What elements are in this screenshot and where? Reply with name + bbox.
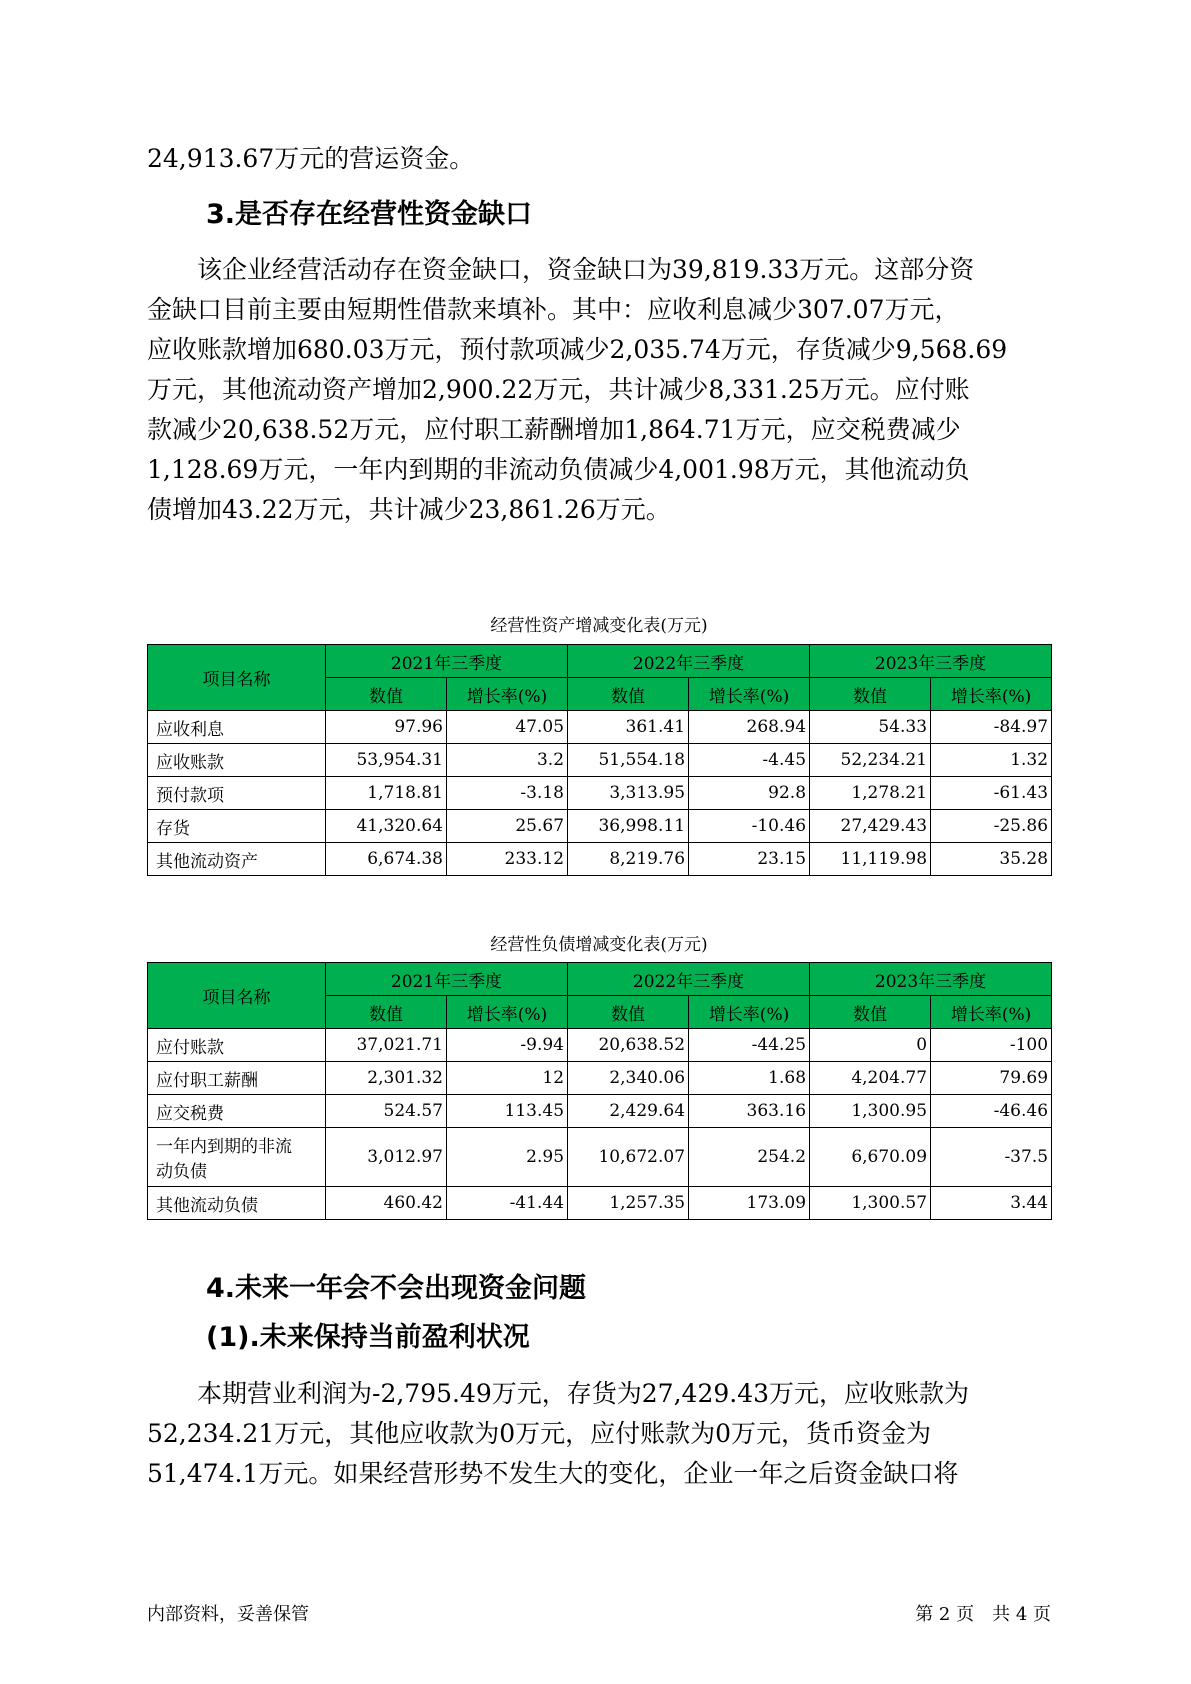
table-cell: 3,313.95 bbox=[568, 777, 689, 810]
table-cell: -84.97 bbox=[931, 711, 1052, 744]
value-subheader: 数值 bbox=[810, 996, 931, 1029]
table-cell: 2.95 bbox=[447, 1128, 568, 1187]
table-cell: 1.32 bbox=[931, 744, 1052, 777]
table-row bbox=[148, 1187, 1052, 1220]
table-cell: 1,300.95 bbox=[810, 1095, 931, 1128]
table-cell: 2,301.32 bbox=[326, 1062, 447, 1095]
row-name: 应交税费 bbox=[148, 1095, 326, 1128]
table-cell: -46.46 bbox=[931, 1095, 1052, 1128]
paragraph-line: 1,128.69万元，一年内到期的非流动负债减少4,001.98万元，其他流动负 bbox=[147, 455, 970, 484]
growth-subheader: 增长率(%) bbox=[447, 996, 568, 1029]
table-cell: 2,340.06 bbox=[568, 1062, 689, 1095]
table-cell: -10.46 bbox=[689, 810, 810, 843]
row-name: 应付账款 bbox=[148, 1029, 326, 1062]
table-row bbox=[148, 1128, 1052, 1187]
table-cell: 233.12 bbox=[447, 843, 568, 876]
value-subheader: 数值 bbox=[326, 996, 447, 1029]
row-name: 其他流动负债 bbox=[148, 1187, 326, 1220]
year-header: 2022年三季度 bbox=[568, 645, 810, 678]
table-cell: 1,718.81 bbox=[326, 777, 447, 810]
table-cell: 54.33 bbox=[810, 711, 931, 744]
paragraph-line: 应收账款增加680.03万元，预付款项减少2,035.74万元，存货减少9,568.69 bbox=[147, 335, 1008, 364]
table-cell: 97.96 bbox=[326, 711, 447, 744]
section-heading-4: 4.未来一年会不会出现资金问题 bbox=[206, 1273, 587, 1304]
table-cell: 268.94 bbox=[689, 711, 810, 744]
table-cell: 10,672.07 bbox=[568, 1128, 689, 1187]
table-cell: 53,954.31 bbox=[326, 744, 447, 777]
footer-confidential-note: 内部资料，妥善保管 bbox=[147, 1604, 309, 1625]
year-header: 2023年三季度 bbox=[810, 963, 1052, 996]
table-row bbox=[148, 1095, 1052, 1128]
table-cell: 460.42 bbox=[326, 1187, 447, 1220]
subsection-heading-4-1: (1).未来保持当前盈利状况 bbox=[206, 1322, 530, 1353]
growth-subheader: 增长率(%) bbox=[689, 996, 810, 1029]
table-row bbox=[148, 744, 1052, 777]
table-cell: 47.05 bbox=[447, 711, 568, 744]
assets-table-caption: 经营性资产增减变化表(万元) bbox=[490, 616, 708, 636]
paragraph-section-4 bbox=[147, 1374, 1047, 1494]
paragraph-section-3 bbox=[147, 250, 1047, 530]
table-cell: 8,219.76 bbox=[568, 843, 689, 876]
table-cell: 173.09 bbox=[689, 1187, 810, 1220]
growth-subheader: 增长率(%) bbox=[931, 678, 1052, 711]
table-cell: 1,257.35 bbox=[568, 1187, 689, 1220]
value-subheader: 数值 bbox=[810, 678, 931, 711]
table-cell: -100 bbox=[931, 1029, 1052, 1062]
section-heading-3: 3.是否存在经营性资金缺口 bbox=[206, 199, 533, 230]
table-cell: 1,300.57 bbox=[810, 1187, 931, 1220]
row-name bbox=[148, 1128, 326, 1187]
table-cell: 20,638.52 bbox=[568, 1029, 689, 1062]
item-name-header: 项目名称 bbox=[148, 645, 326, 711]
table-cell: 11,119.98 bbox=[810, 843, 931, 876]
year-header: 2021年三季度 bbox=[326, 645, 568, 678]
table-cell: 1.68 bbox=[689, 1062, 810, 1095]
table-cell: -41.44 bbox=[447, 1187, 568, 1220]
row-name-line: 一年内到期的非流 bbox=[156, 1137, 292, 1157]
table-cell: 92.8 bbox=[689, 777, 810, 810]
year-header: 2021年三季度 bbox=[326, 963, 568, 996]
table-cell: -61.43 bbox=[931, 777, 1052, 810]
table-row bbox=[148, 810, 1052, 843]
table-cell: -37.5 bbox=[931, 1128, 1052, 1187]
table-cell: 3,012.97 bbox=[326, 1128, 447, 1187]
table-cell: -4.45 bbox=[689, 744, 810, 777]
table-cell: -44.25 bbox=[689, 1029, 810, 1062]
table-cell: 23.15 bbox=[689, 843, 810, 876]
table-cell: 6,670.09 bbox=[810, 1128, 931, 1187]
table-cell: 2,429.64 bbox=[568, 1095, 689, 1128]
table-cell: 254.2 bbox=[689, 1128, 810, 1187]
table-cell: 1,278.21 bbox=[810, 777, 931, 810]
table-cell: 3.2 bbox=[447, 744, 568, 777]
liabilities-table-caption: 经营性负债增减变化表(万元) bbox=[490, 935, 708, 955]
value-subheader: 数值 bbox=[568, 678, 689, 711]
value-subheader: 数值 bbox=[568, 996, 689, 1029]
row-name: 应付职工薪酬 bbox=[148, 1062, 326, 1095]
growth-subheader: 增长率(%) bbox=[931, 996, 1052, 1029]
assets-change-table bbox=[147, 644, 1052, 876]
table-cell: 3.44 bbox=[931, 1187, 1052, 1220]
growth-subheader: 增长率(%) bbox=[689, 678, 810, 711]
table-cell: 113.45 bbox=[447, 1095, 568, 1128]
table-cell: 52,234.21 bbox=[810, 744, 931, 777]
table-row bbox=[148, 711, 1052, 744]
table-cell: 0 bbox=[810, 1029, 931, 1062]
paragraph-top: 24,913.67万元的营运资金。 bbox=[147, 144, 475, 173]
growth-subheader: 增长率(%) bbox=[447, 678, 568, 711]
table-cell: 27,429.43 bbox=[810, 810, 931, 843]
table-cell: 35.28 bbox=[931, 843, 1052, 876]
row-name: 应收利息 bbox=[148, 711, 326, 744]
table-cell: -9.94 bbox=[447, 1029, 568, 1062]
paragraph-line: 52,234.21万元，其他应收款为0万元，应付账款为0万元，货币资金为 bbox=[147, 1419, 932, 1448]
table-cell: 363.16 bbox=[689, 1095, 810, 1128]
year-header: 2023年三季度 bbox=[810, 645, 1052, 678]
table-cell: 36,998.11 bbox=[568, 810, 689, 843]
paragraph-line: 款减少20,638.52万元，应付职工薪酬增加1,864.71万元，应交税费减少 bbox=[147, 415, 961, 444]
paragraph-line: 金缺口目前主要由短期性借款来填补。其中：应收利息减少307.07万元， bbox=[147, 295, 960, 324]
table-cell: 79.69 bbox=[931, 1062, 1052, 1095]
table-row bbox=[148, 1029, 1052, 1062]
liabilities-change-table bbox=[147, 962, 1052, 1220]
table-cell: 51,554.18 bbox=[568, 744, 689, 777]
item-name-header: 项目名称 bbox=[148, 963, 326, 1029]
table-cell: 37,021.71 bbox=[326, 1029, 447, 1062]
table-cell: 12 bbox=[447, 1062, 568, 1095]
paragraph-line: 51,474.1万元。如果经营形势不发生大的变化，企业一年之后资金缺口将 bbox=[147, 1459, 959, 1488]
row-name-line: 动负债 bbox=[156, 1162, 207, 1182]
paragraph-line: 本期营业利润为-2,795.49万元，存货为27,429.43万元，应收账款为 bbox=[147, 1379, 970, 1408]
table-row bbox=[148, 777, 1052, 810]
table-cell: 6,674.38 bbox=[326, 843, 447, 876]
table-cell: 41,320.64 bbox=[326, 810, 447, 843]
row-name: 其他流动资产 bbox=[148, 843, 326, 876]
table-cell: -3.18 bbox=[447, 777, 568, 810]
year-header: 2022年三季度 bbox=[568, 963, 810, 996]
row-name: 应收账款 bbox=[148, 744, 326, 777]
value-subheader: 数值 bbox=[326, 678, 447, 711]
paragraph-line: 债增加43.22万元，共计减少23,861.26万元。 bbox=[147, 495, 671, 524]
row-name: 存货 bbox=[148, 810, 326, 843]
table-row bbox=[148, 843, 1052, 876]
table-cell: 524.57 bbox=[326, 1095, 447, 1128]
table-row bbox=[148, 1062, 1052, 1095]
footer-page-number: 第 2 页 共 4 页 bbox=[915, 1604, 1051, 1625]
table-cell: -25.86 bbox=[931, 810, 1052, 843]
paragraph-line: 该企业经营活动存在资金缺口，资金缺口为39,819.33万元。这部分资 bbox=[147, 255, 975, 284]
table-cell: 4,204.77 bbox=[810, 1062, 931, 1095]
paragraph-line: 万元，其他流动资产增加2,900.22万元，共计减少8,331.25万元。应付账 bbox=[147, 375, 970, 404]
row-name: 预付款项 bbox=[148, 777, 326, 810]
table-cell: 25.67 bbox=[447, 810, 568, 843]
table-cell: 361.41 bbox=[568, 711, 689, 744]
